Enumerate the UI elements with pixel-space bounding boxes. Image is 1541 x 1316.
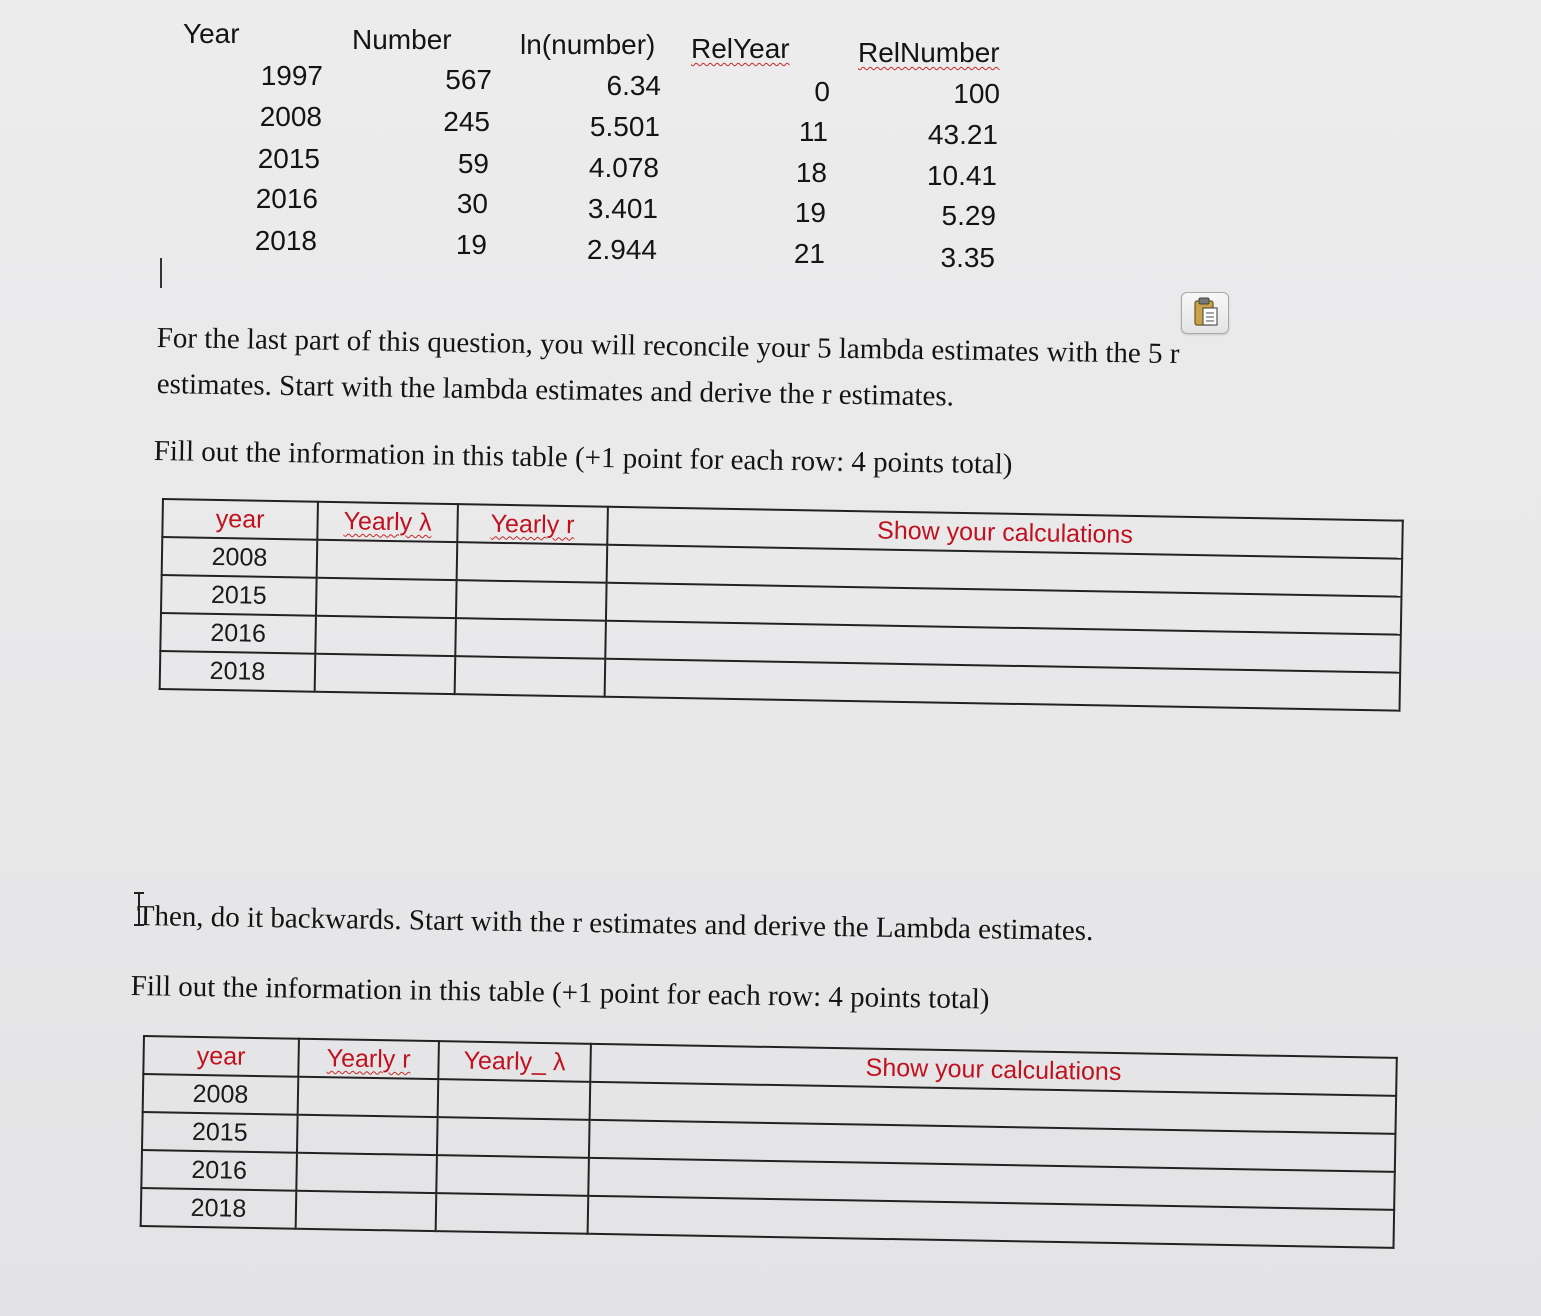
cell-year: 2008 [259, 101, 322, 132]
cell-number: 19 [455, 229, 487, 260]
yearly-lambda-cell[interactable] [437, 1117, 590, 1158]
cell-relnumber: 100 [953, 78, 1000, 109]
header-yearly-r: Yearly r [457, 504, 608, 545]
header-yearly-r: Yearly r [298, 1039, 439, 1079]
cell-number: 567 [445, 64, 492, 95]
section2-paragraph: Then, do it backwards. Start with the r estimates and derive the Lambda estimates. [136, 900, 1094, 948]
row-year: 2015 [161, 575, 317, 616]
yearly-r-cell[interactable] [455, 656, 606, 697]
text-cursor-icon [132, 892, 146, 926]
row-year: 2015 [142, 1112, 298, 1153]
cell-ln-number: 6.34 [606, 70, 661, 101]
yearly-lambda-cell[interactable] [436, 1155, 589, 1196]
cell-relyear: 11 [798, 116, 828, 147]
header-relnumber: RelNumber [858, 37, 1000, 68]
yearly-r-cell[interactable] [457, 542, 608, 583]
header-yearly-lambda: Yearly λ [317, 502, 458, 542]
header-year: year [162, 499, 318, 540]
yearly-lambda-cell[interactable] [438, 1079, 591, 1120]
row-year: 2008 [162, 537, 318, 578]
header-number: Number [352, 24, 452, 55]
header-ln-number: ln(number) [520, 29, 656, 60]
cell-relnumber: 10.41 [926, 160, 997, 191]
row-year: 2018 [160, 651, 316, 692]
r-to-lambda-table [140, 1035, 1398, 1249]
cell-ln-number: 4.078 [588, 152, 659, 183]
cell-year: 2016 [255, 183, 318, 214]
cell-number: 30 [456, 188, 488, 219]
yearly-lambda-cell[interactable] [317, 540, 458, 580]
yearly-lambda-cell[interactable] [436, 1193, 589, 1234]
yearly-r-cell[interactable] [296, 1191, 437, 1231]
lambda-to-r-table [159, 498, 1404, 712]
cell-year: 1997 [260, 60, 323, 91]
header-show-calculations: Show your calculations [607, 507, 1403, 559]
section1-paragraph-line1: For the last part of this question, you will reconcile your 5 lambda estimates with the 5 r [156, 322, 1180, 371]
cell-relnumber: 3.35 [940, 242, 995, 273]
header-yearly-lambda: Yearly_ λ [438, 1041, 591, 1082]
row-year: 2008 [143, 1074, 299, 1115]
cell-number: 59 [457, 148, 489, 179]
cell-ln-number: 3.401 [587, 193, 658, 224]
yearly-r-cell[interactable] [298, 1077, 439, 1117]
section2-instruction: Fill out the information in this table (+1 point for each row: 4 points total) [130, 970, 990, 1016]
cell-ln-number: 2.944 [586, 234, 657, 265]
text-cursor-icon [160, 258, 162, 288]
yearly-r-cell[interactable] [297, 1115, 438, 1155]
cell-year: 2018 [254, 225, 317, 256]
yearly-lambda-cell[interactable] [315, 616, 456, 656]
row-year: 2016 [160, 613, 316, 654]
header-year: Year [183, 18, 240, 49]
cell-relyear: 19 [794, 197, 826, 228]
yearly-r-cell[interactable] [455, 618, 606, 659]
cell-relnumber: 43.21 [927, 119, 998, 150]
cell-number: 245 [443, 106, 490, 137]
cell-relyear: 21 [793, 238, 825, 269]
yearly-lambda-cell[interactable] [316, 578, 457, 618]
yearly-r-cell[interactable] [296, 1153, 437, 1193]
row-year: 2016 [141, 1150, 297, 1191]
cell-relyear: 0 [814, 76, 830, 107]
section1-paragraph-line2: estimates. Start with the lambda estimates and derive the r estimates. [156, 368, 955, 413]
yearly-lambda-cell[interactable] [315, 654, 456, 694]
section1-instruction: Fill out the information in this table (+1 point for each row: 4 points total) [153, 435, 1013, 481]
cell-ln-number: 5.501 [589, 111, 660, 142]
cell-year: 2015 [257, 143, 320, 174]
row-year: 2018 [141, 1188, 297, 1229]
header-show-calculations: Show your calculations [590, 1044, 1397, 1096]
header-year: year [143, 1036, 299, 1077]
yearly-r-cell[interactable] [456, 580, 607, 621]
clipboard-paste-icon[interactable] [1181, 292, 1229, 334]
cell-relnumber: 5.29 [941, 200, 996, 231]
cell-relyear: 18 [795, 157, 827, 188]
header-relyear: RelYear [691, 33, 790, 64]
